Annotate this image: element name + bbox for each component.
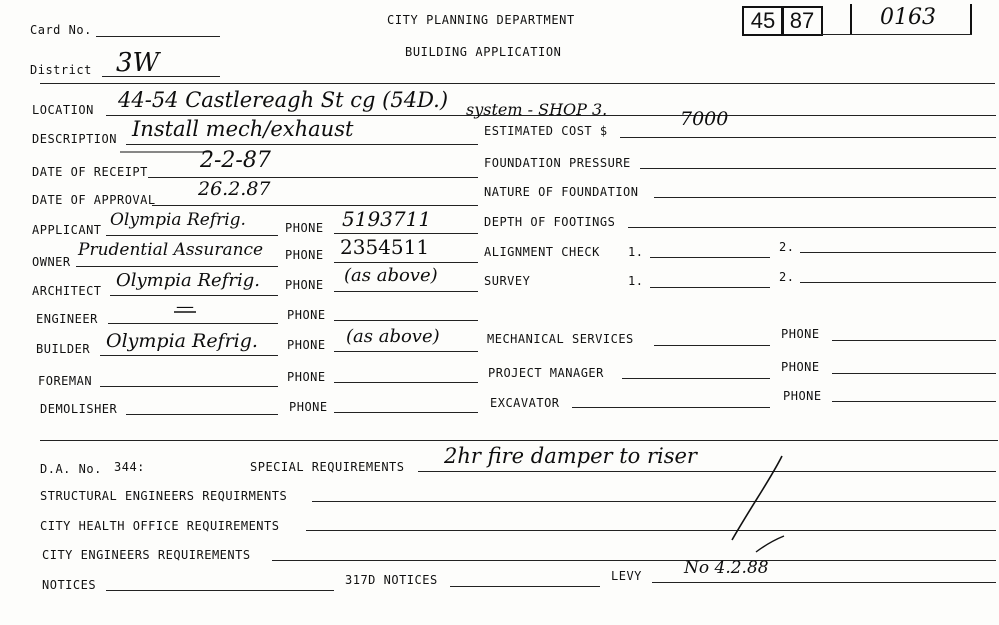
builder-phone-label: PHONE [287, 338, 326, 352]
demolisher-phone-label: PHONE [289, 400, 328, 414]
demolisher-label: DEMOLISHER [40, 402, 118, 416]
owner-phone-label: PHONE [285, 248, 324, 262]
foundation-pressure-label: FOUNDATION PRESSURE [484, 156, 631, 170]
mechanical-services-label: MECHANICAL SERVICES [487, 332, 634, 346]
survey-label: SURVEY [484, 274, 531, 288]
alignment-check-label: ALIGNMENT CHECK [484, 245, 600, 259]
district-value: 3W [116, 48, 160, 78]
box-number-b: 87 [781, 6, 823, 36]
nature-foundation-label: NATURE OF FOUNDATION [484, 185, 639, 199]
levy-label: LEVY [611, 569, 642, 583]
location-value: 44-54 Castlereagh St cg (54D.) [118, 88, 449, 112]
architect-phone-label: PHONE [285, 278, 324, 292]
pen-stroke-diagonal [732, 456, 782, 540]
card-no-label: Card No. [30, 23, 92, 37]
description-value: Install mech/exhaust [132, 117, 354, 141]
architect-phone-value: (as above) [344, 265, 438, 286]
engineer-value: — [176, 296, 194, 317]
architect-value: Olympia Refrig. [116, 270, 260, 291]
date-receipt-label: DATE OF RECEIPT [32, 165, 148, 179]
excavator-label: EXCAVATOR [490, 396, 560, 410]
project-manager-label: PROJECT MANAGER [488, 366, 604, 380]
owner-value: Prudential Assurance [78, 240, 264, 260]
special-requirements-value: 2hr fire damper to riser [444, 444, 697, 468]
city-engineers-label: CITY ENGINEERS REQUIREMENTS [42, 548, 251, 562]
pen-stroke-short [756, 536, 784, 552]
description-label: DESCRIPTION [32, 132, 117, 146]
excavator-phone-label: PHONE [783, 389, 822, 403]
da-no-value: 344: [114, 460, 145, 474]
depth-footings-label: DEPTH OF FOOTINGS [484, 215, 616, 229]
health-office-label: CITY HEALTH OFFICE REQUIREMENTS [40, 519, 280, 533]
special-requirements-label: SPECIAL REQUIREMENTS [250, 460, 405, 474]
structural-requirements-label: STRUCTURAL ENGINEERS REQUIRMENTS [40, 489, 288, 503]
project-manager-phone-label: PHONE [781, 360, 820, 374]
date-receipt-value: 2-2-87 [200, 148, 271, 173]
date-approval-value: 26.2.87 [198, 178, 271, 200]
date-approval-label: DATE OF APPROVAL [32, 193, 156, 207]
architect-label: ARCHITECT [32, 284, 102, 298]
foreman-label: FOREMAN [38, 374, 93, 388]
alignment-one-label: 1. [628, 245, 644, 259]
builder-label: BUILDER [36, 342, 91, 356]
estimated-cost-value: 7000 [680, 108, 729, 130]
location-label: LOCATION [32, 103, 94, 117]
applicant-phone-label: PHONE [285, 221, 324, 235]
da-no-label: D.A. No. [40, 462, 102, 476]
foreman-phone-label: PHONE [287, 370, 326, 384]
applicant-label: APPLICANT [32, 223, 102, 237]
builder-phone-value: (as above) [346, 326, 440, 347]
levy-value: No 4.2.88 [684, 558, 769, 578]
alignment-two-label: 2. [779, 240, 795, 254]
applicant-value: Olympia Refrig. [110, 210, 246, 230]
estimated-cost-label: ESTIMATED COST $ [484, 124, 608, 138]
builder-value: Olympia Refrig. [106, 330, 258, 352]
department-title: CITY PLANNING DEPARTMENT [387, 13, 575, 27]
engineer-phone-label: PHONE [287, 308, 326, 322]
applicant-phone-value: 5193711 [342, 207, 432, 231]
engineer-label: ENGINEER [36, 312, 98, 326]
notices-label: NOTICES [42, 578, 97, 592]
form-title: BUILDING APPLICATION [405, 45, 562, 59]
notices-317d-label: 317D NOTICES [345, 573, 438, 587]
box-number-c: 0163 [880, 5, 936, 30]
description-extra: system - SHOP 3. [466, 100, 608, 119]
box-number-a: 45 [742, 6, 784, 36]
owner-label: OWNER [32, 255, 71, 269]
survey-one-label: 1. [628, 274, 644, 288]
mechanical-phone-label: PHONE [781, 327, 820, 341]
owner-phone-value: 2354511 [340, 235, 430, 259]
district-label: District [30, 63, 92, 77]
survey-two-label: 2. [779, 270, 795, 284]
